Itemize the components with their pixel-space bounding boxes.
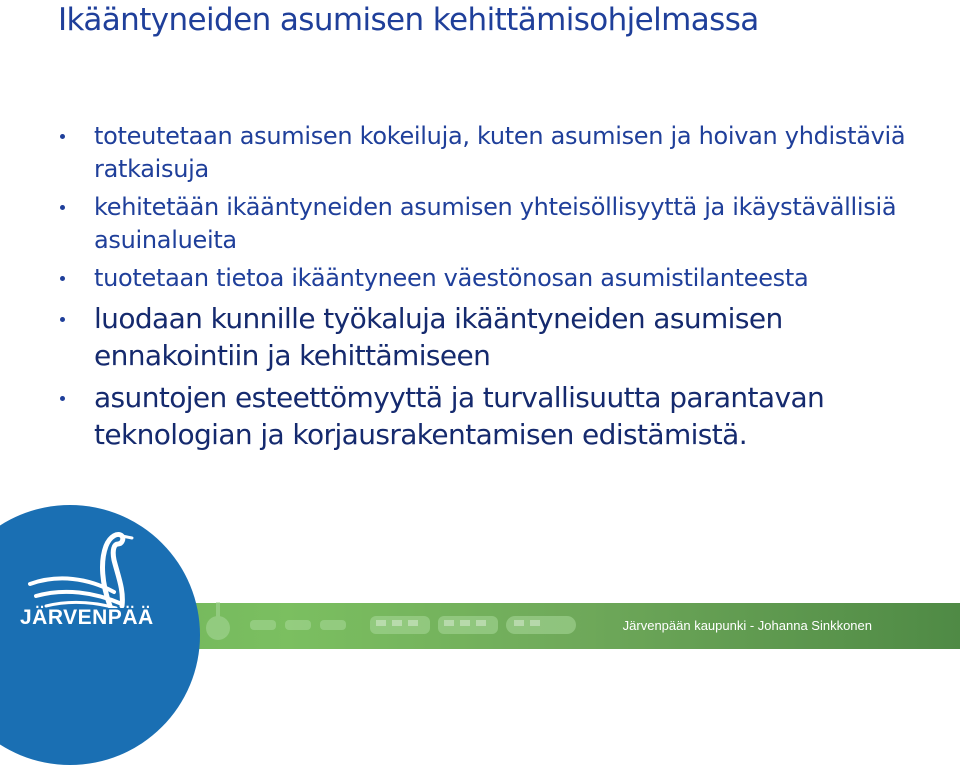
bullet-list	[60, 120, 940, 458]
logo-text: JÄRVENPÄÄ	[20, 606, 154, 629]
footer-text: Järvenpään kaupunki - Johanna Sinkkonen	[622, 618, 872, 633]
bullet-item	[60, 300, 940, 374]
bullet-item	[60, 379, 940, 453]
decorative-art-strip	[180, 592, 600, 649]
bullet-dot-icon	[60, 276, 65, 281]
bullet-item	[60, 262, 940, 295]
bullet-dot-icon	[60, 317, 65, 322]
bullet-dot-icon	[60, 205, 65, 210]
bullet-text: toteutetaan asumisen kokeiluja, kuten asumisen ja hoivan yhdistäviä ratkaisuja	[94, 122, 906, 183]
bullet-item	[60, 191, 940, 257]
bullet-dot-icon	[60, 134, 65, 139]
bullet-text: asuntojen esteettömyyttä ja turvallisuutta parantavan teknologian ja korjausrakentamisen edistämistä.	[94, 381, 825, 451]
bullet-item	[60, 120, 940, 186]
slide-title: Ikääntyneiden asumisen kehittämisohjelmassa	[58, 2, 759, 38]
bullet-dot-icon	[60, 396, 65, 401]
bullet-text: tuotetaan tietoa ikääntyneen väestönosan asumistilanteesta	[94, 264, 809, 292]
bullet-text: kehitetään ikääntyneiden asumisen yhteisöllisyyttä ja ikäystävällisiä asuinalueita	[94, 193, 897, 254]
swan-icon	[18, 520, 158, 608]
bullet-text: luodaan kunnille työkaluja ikääntyneiden asumisen ennakointiin ja kehittämiseen	[94, 302, 783, 372]
